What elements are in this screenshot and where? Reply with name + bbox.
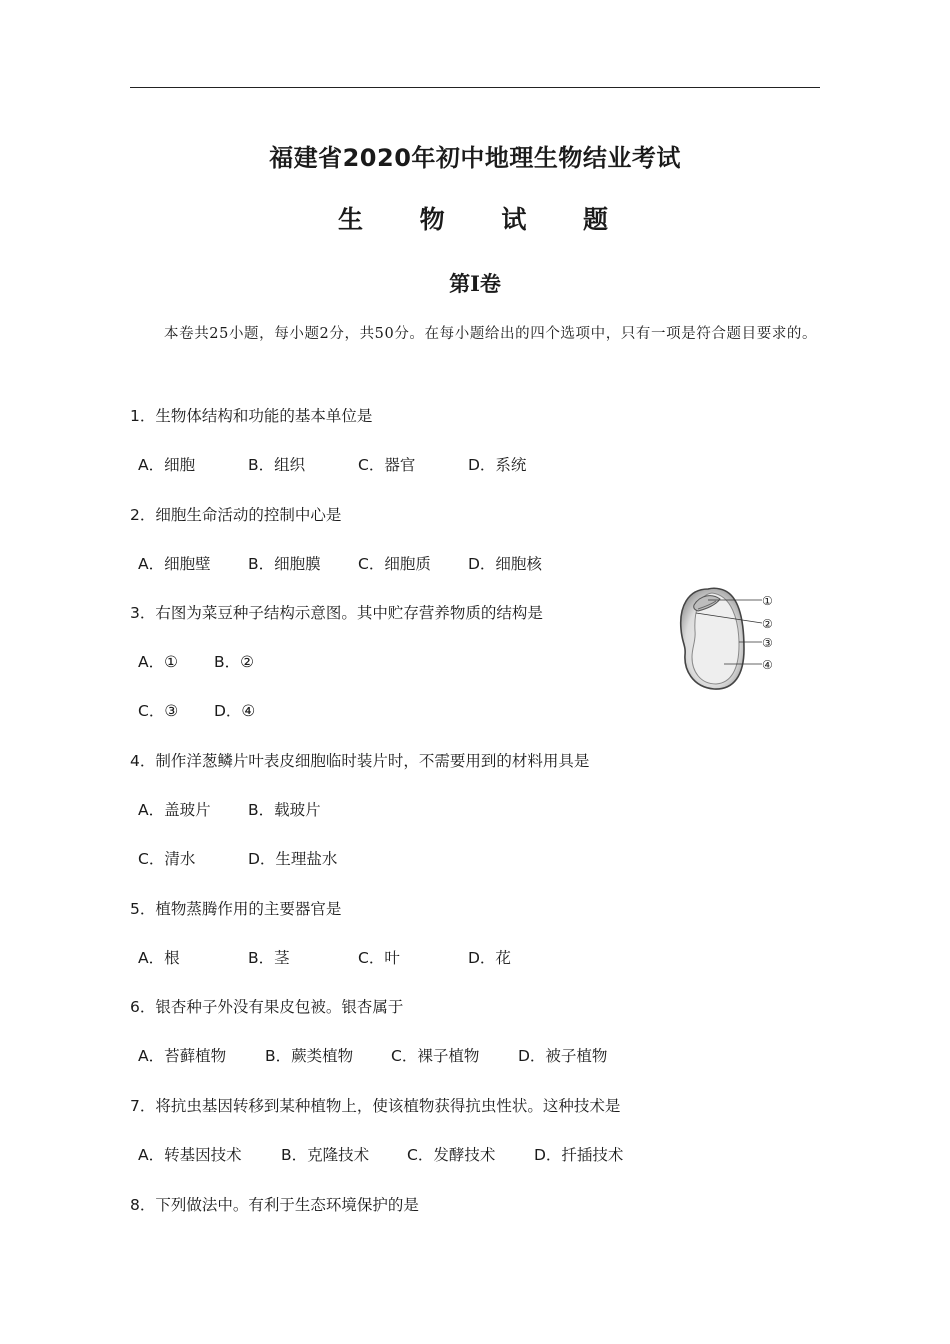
option-b[interactable]: B．载玻片 xyxy=(248,801,321,819)
option-a[interactable]: A．① xyxy=(138,653,178,671)
option-c[interactable]: C．裸子植物 xyxy=(391,1047,480,1065)
question-5-options xyxy=(138,946,511,968)
figure-label-2: ② xyxy=(762,617,773,631)
option-a[interactable]: A．根 xyxy=(138,949,180,967)
header-rule xyxy=(130,87,820,88)
figure-label-4: ④ xyxy=(762,658,773,672)
section-title: 第Ⅰ卷 xyxy=(449,271,501,296)
option-b[interactable]: B．茎 xyxy=(248,949,290,967)
bean-seed-diagram xyxy=(676,583,786,693)
option-d[interactable]: D．系统 xyxy=(468,456,527,474)
question-2-stem: 2．细胞生命活动的控制中心是 xyxy=(130,506,342,524)
exam-subtitle: 生 物 试 题 xyxy=(337,205,633,234)
option-d[interactable]: D．花 xyxy=(468,949,511,967)
option-b[interactable]: B．② xyxy=(214,653,255,671)
option-d[interactable]: D．生理盐水 xyxy=(248,850,338,868)
question-5-stem: 5．植物蒸腾作用的主要器官是 xyxy=(130,900,342,918)
question-6-options xyxy=(138,1044,607,1066)
option-b[interactable]: B．组织 xyxy=(248,456,306,474)
question-4-options-row-1 xyxy=(138,798,321,820)
figure-label-1: ① xyxy=(762,594,773,608)
instructions: 本卷共25小题，每小题2分，共50分。在每小题给出的四个选项中，只有一项是符合题目要求的。 xyxy=(164,326,818,342)
question-3-options-row-1 xyxy=(138,650,254,672)
bean-seed-illustration xyxy=(676,583,786,693)
option-c[interactable]: C．清水 xyxy=(138,850,196,868)
option-c[interactable]: C．发酵技术 xyxy=(407,1146,496,1164)
option-d[interactable]: D．被子植物 xyxy=(518,1047,608,1065)
question-1-stem: 1．生物体结构和功能的基本单位是 xyxy=(130,407,373,425)
option-d[interactable]: D．细胞核 xyxy=(468,555,542,573)
question-4-options-row-2 xyxy=(138,847,337,869)
question-1-options xyxy=(138,453,526,475)
question-3-options-row-2 xyxy=(138,699,255,721)
option-c[interactable]: C．③ xyxy=(138,702,179,720)
option-a[interactable]: A．细胞壁 xyxy=(138,555,211,573)
option-a[interactable]: A．盖玻片 xyxy=(138,801,211,819)
question-7-options xyxy=(138,1143,623,1165)
option-a[interactable]: A．细胞 xyxy=(138,456,196,474)
option-c[interactable]: C．细胞质 xyxy=(358,555,431,573)
option-b[interactable]: B．蕨类植物 xyxy=(265,1047,354,1065)
figure-label-3: ③ xyxy=(762,636,773,650)
option-a[interactable]: A．苔藓植物 xyxy=(138,1047,227,1065)
option-c[interactable]: C．器官 xyxy=(358,456,416,474)
exam-title: 福建省2020年初中地理生物结业考试 xyxy=(269,144,681,172)
question-6-stem: 6．银杏种子外没有果皮包被。银杏属于 xyxy=(130,998,404,1016)
question-2-options xyxy=(138,552,542,574)
option-b[interactable]: B．细胞膜 xyxy=(248,555,321,573)
question-4-stem: 4．制作洋葱鳞片叶表皮细胞临时装片时，不需要用到的材料用具是 xyxy=(130,752,590,770)
option-d[interactable]: D．④ xyxy=(214,702,256,720)
question-3-stem: 3．右图为菜豆种子结构示意图。其中贮存营养物质的结构是 xyxy=(130,604,543,622)
question-7-stem: 7．将抗虫基因转移到某种植物上，使该植物获得抗虫性状。这种技术是 xyxy=(130,1097,621,1115)
option-d[interactable]: D．扦插技术 xyxy=(534,1146,624,1164)
option-b[interactable]: B．克隆技术 xyxy=(281,1146,370,1164)
question-8-stem: 8．下列做法中。有利于生态环境保护的是 xyxy=(130,1196,419,1214)
option-a[interactable]: A．转基因技术 xyxy=(138,1146,242,1164)
option-c[interactable]: C．叶 xyxy=(358,949,400,967)
